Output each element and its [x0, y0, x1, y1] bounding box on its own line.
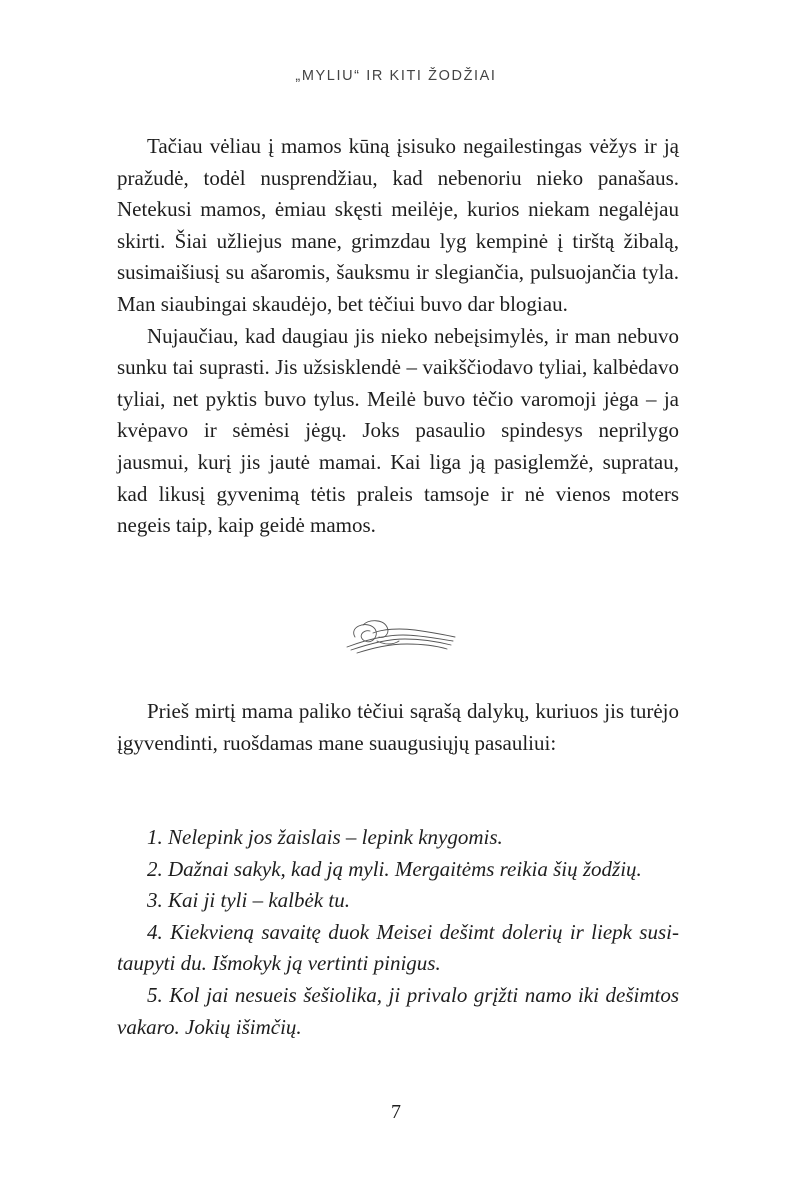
body-text-intro [117, 696, 679, 759]
list-item: 5. Kol jai nesueis šešiolika, ji privalo grįžti namo iki dešimtos vakaro. Jokių išimčių. [117, 982, 679, 1039]
list-item: 1. Nelepink jos žaislais – lepink knygomis. [147, 825, 503, 849]
body-text-top [117, 131, 679, 542]
list-item: 2. Dažnai sakyk, kad ją myli. Mergaitėms reikia šių žodžių. [147, 856, 642, 881]
running-header: „MYLIU“ IR KITI ŽODŽIAI [295, 68, 497, 84]
rules-list [117, 822, 679, 1043]
list-item: 4. Kiekvieną savaitę duok Meisei dešimt dolerių ir liepk susitaupyti du. Išmokyk ją vertinti pinigus. [117, 919, 679, 976]
paragraph: Tačiau vėliau į mamos kūną įsisuko negailestingas vėžys ir ją pražudė, todėl nusprendžiau, kad nebenoriu nieko panašaus. Netekusi mamos, ėmiau skęsti meilėje, kurios niekam negalėjau skirti. Šiai užliejus mane, grimzdau lyg kempinė į tirštą žibalą, susimaišiusį su ašaromis, šauksmu ir slegiančia, pulsuojančia tyla. Man siaubingai skaudėjo, bet tėčiui buvo dar blogiau. [117, 134, 679, 316]
paragraph: Nujaučiau, kad daugiau jis nieko nebeįsimylės, ir man nebuvo sunku tai suprasti. Jis užsisklendė – vaikščiodavo tyliai, kalbėdavo tyliai, net pyktis buvo tylus. Meilė buvo tėčio varomoji jėga – ja kvėpavo ir sėmėsi jėgų. Joks pasaulio spindesys neprilygo jausmui, kurį jis jautė mamai. Kai liga ją pasiglemžė, supratau, kad likusį gyvenimą tėtis praleis tamsoje ir nė vienos moters negeis taip, kaip geidė mamos. [117, 323, 679, 538]
list-item: 3. Kai ji tyli – kalbėk tu. [147, 888, 350, 913]
flourish-ornament-icon [343, 611, 457, 659]
page-number: 7 [391, 1101, 401, 1123]
paragraph: Prieš mirtį mama paliko tėčiui sąrašą dalykų, kuriuos jis turėjo įgyvendinti, ruošdamas mane suaugusiųjų pasauliui: [117, 699, 679, 755]
